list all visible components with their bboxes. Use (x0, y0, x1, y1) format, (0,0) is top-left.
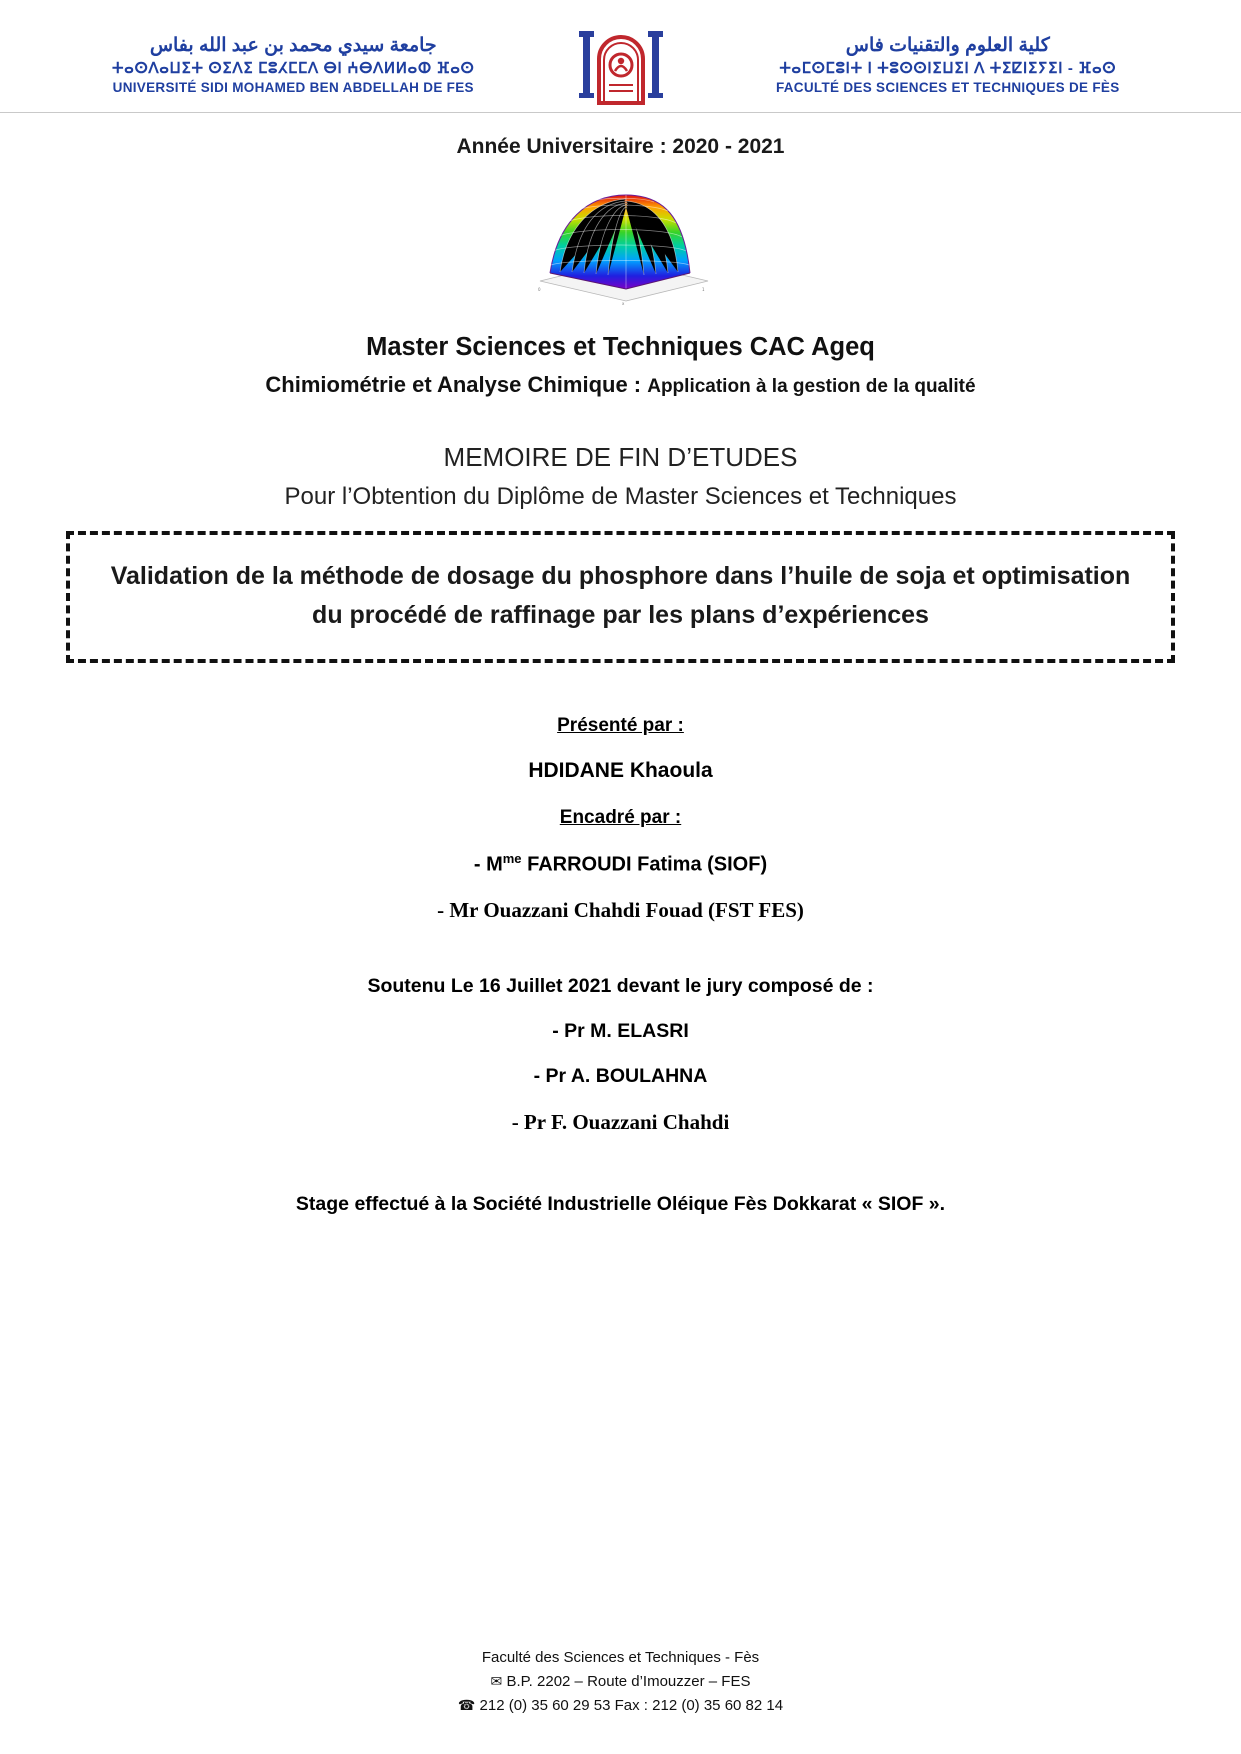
page-footer (0, 1646, 1241, 1718)
footer-phone (0, 1694, 1241, 1718)
supervisor-1-prefix: - M (473, 853, 503, 876)
faculty-name-tifinagh: ⵜⴰⵎⵙⵎⵓⵏⵜ ⵏ ⵜⵓⵙⵙⵏⵉⵡⵉⵏ ⴷ ⵜⵉⵇⵏⵉⵢⵉⵏ - ⴼⴰⵙ (779, 59, 1117, 77)
fst-fes-seal-icon (561, 19, 681, 111)
university-name-tifinagh: ⵜⴰⵙⴷⴰⵡⵉⵜ ⵙⵉⴷⵉ ⵎⵓⵃⵎⵎⴷ ⴱⵏ ⵄⴱⴷⵍⵍⴰⵀ ⴼⴰⵙ (112, 59, 475, 77)
jury-member-1: - Pr M. ELASRI (552, 1020, 689, 1043)
faculty-name-french: FACULTÉ DES SCIENCES ET TECHNIQUES DE FÈS (775, 79, 1120, 95)
internship-line: Stage effectué à la Société Industrielle Oléique Fès Dokkarat « SIOF ». (295, 1193, 946, 1216)
header-right-faculty (681, 33, 1216, 97)
program-title-main: Chimiométrie et Analyse Chimique : (265, 372, 648, 397)
thesis-title-box (66, 531, 1175, 663)
svg-text:x: x (621, 301, 624, 306)
university-name-arabic: جامعة سيدي محمد بن عبد الله بفاس (149, 34, 437, 56)
thesis-title: Validation de la méthode de dosage du phosphore dans l’huile de soja et optimisation du procédé de raffinage par les plans d’expériences (110, 562, 1131, 629)
author-name: HDIDANE Khaoula (528, 758, 713, 782)
defense-line: Soutenu Le 16 Juillet 2021 devant le jury composé de : (367, 975, 874, 998)
memoire-heading: MEMOIRE DE FIN D’ETUDES (443, 442, 798, 472)
supervisor-1 (56, 851, 1185, 877)
supervisor-1-honorific: me (502, 850, 522, 866)
supervisor-2: - Mr Ouazzani Chahdi Fouad (FST FES) (437, 898, 804, 923)
mail-icon: ✉ (490, 1673, 503, 1689)
header-left-university (26, 33, 561, 97)
supervised-by-label: Encadré par : (559, 806, 682, 828)
footer-address (0, 1670, 1241, 1694)
svg-text:0: 0 (537, 287, 541, 292)
master-program-title: Master Sciences et Techniques CAC Ageq (366, 333, 875, 361)
presented-by-label: Présenté par : (557, 714, 684, 736)
svg-text:1: 1 (701, 287, 705, 292)
program-specialization (56, 372, 1185, 398)
footer-address-text: B.P. 2202 – Route d’Imouzzer – FES (506, 1673, 751, 1690)
header-divider (0, 112, 1241, 113)
program-title-sub: Application à la gestion de la qualité (647, 376, 976, 397)
3d-surface-response-plot (526, 177, 716, 307)
supervisor-1-name: FARROUDI Fatima (SIOF) (521, 853, 768, 876)
jury-member-2: - Pr A. BOULAHNA (533, 1065, 708, 1088)
institution-header (0, 0, 1241, 112)
cover-content (0, 135, 1241, 1216)
academic-year: Année Universitaire : 2020 - 2021 (456, 135, 785, 158)
phone-icon: ☎ (457, 1697, 476, 1713)
diplome-line: Pour l’Obtention du Diplôme de Master Sciences et Techniques (284, 483, 957, 510)
faculty-name-arabic: كلية العلوم والتقنيات فاس (845, 34, 1050, 56)
footer-faculty: Faculté des Sciences et Techniques - Fès (481, 1649, 760, 1666)
university-name-french: UNIVERSITÉ SIDI MOHAMED BEN ABDELLAH DE FES (112, 79, 474, 95)
jury-member-3: - Pr F. Ouazzani Chahdi (511, 1110, 730, 1135)
footer-phone-text: 212 (0) 35 60 29 53 Fax : 212 (0) 35 60 82 14 (479, 1697, 784, 1714)
